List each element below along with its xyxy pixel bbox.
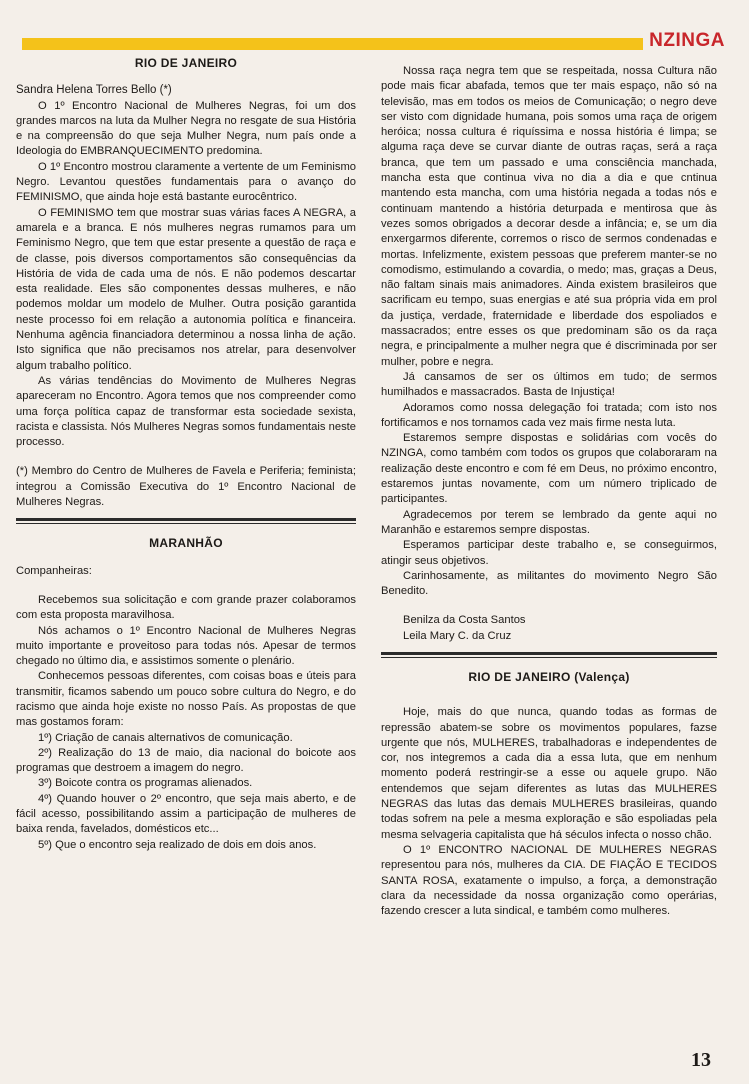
list-item: 3º) Boicote contra os programas alienados. [38,777,253,790]
salutation: Companheiras: [16,564,92,577]
section-title-maranhao: MARANHÃO [149,536,223,551]
paragraph: Estaremos sempre dispostas e solidárias com vocês do NZINGA, como também com todos os grupos que colaboraram na realização deste encontro e com fé em Deus, no próximo encontro, estaremos juntas novamente, com um número triplicado de participantes. [381,432,717,506]
paragraph: Carinhosamente, as militantes do movimento Negro São Benedito. [381,569,717,598]
paragraph: Conhecemos pessoas diferentes, com coisas boas e úteis para transmitir, ficamos sabendo um pouco sobre cultura do Negro, e do racismo que ainda hoje existe no nosso País. As propostas de que mas gostamos foram: [16,670,356,729]
paragraph: As várias tendências do Movimento de Mulheres Negras apareceram no Encontro. Agora temos que nos compreender como uma força política capaz de transformar esta sociedade sexista, racista e classista. Nós Mulheres Negras somos fundamentais neste processo. [16,374,356,449]
section-title-rio-de-janeiro: RIO DE JANEIRO [134,56,238,70]
list-item: 4º) Quando houver o 2º encontro, que seja mais aberto, e de fácil acesso, possibilitando assim a participação de mulheres de baixa renda, favelados, domésticos etc... [16,792,356,836]
paragraph: Agradecemos por terem se lembrado da gente aqui no Maranhão e estaremos sempre dispostas. [381,508,717,536]
paragraph: Recebemos sua solicitação e com grande prazer colaboramos com esta proposta maravilhosa. [16,593,356,622]
paragraph: O 1º ENCONTRO NACIONAL DE MULHERES NEGRAS representou para nós, mulheres da CIA. DE FIAÇÃO E TECIDOS SANTA ROSA, exatamente o impulso, a força, a demonstração clara da necessidade da nossa organização como operárias, fazendo crescer a luta sindical, e também como mulheres. [381,843,717,918]
header-yellow-bar [22,38,722,50]
paragraph: Nós achamos o 1º Encontro Nacional de Mulheres Negras muito importante e proveitoso para todas nós. Apesar de termos chegado no último dia, e assistimos somente o plenário. [16,624,356,668]
left-column [16,56,356,853]
paragraph: Adoramos como nossa delegação foi tratada; com isto nos fortificamos e nos tornamos cada vez mais firme nesta luta. [381,401,717,429]
section-divider [16,518,356,524]
paragraph: Já cansamos de ser os últimos em tudo; de sermos humilhados e massacrados. Basta de Injustiça! [381,370,717,399]
page-number: 13 [691,1049,711,1071]
paragraph: Esperamos participar deste trabalho e, se conseguirmos, atingir seus objetivos. [381,539,717,567]
section-divider [381,652,717,658]
paragraph: Hoje, mais do que nunca, quando todas as formas de repressão abatem-se sobre os movimentos populares, fazse urgente que nós, MULHERES, trabalhadoras e independentes de cor, nos integremos a cada dia a essa luta, que em nenhum momento poderá restringir-se a esse ou aquele grupo. Não entendemos que sejam diferentes as lutas das MULHERES NEGRAS das lutas das demais MULHERES brasileiras, quando todas sofrem na pele a mesma exploração e são espoliadas pela mesma selvageria capitalista que há séculos infecta o nosso chão. [381,706,717,841]
article-author: Sandra Helena Torres Bello (*) [16,84,172,97]
section-title-valenca: RIO DE JANEIRO (Valença) [468,669,630,684]
magazine-name: NZINGA [643,30,725,52]
list-item: 1º) Criação de canais alternativos de comunicação. [38,731,293,744]
paragraph: O 1º Encontro Nacional de Mulheres Negras, foi um dos grandes marcos na luta da Mulher Negra no resgate de sua História e na compreensão do que seja Mulher Negra, num país onde a Ideologia do EMBRANQUECIMENTO predomina. [16,99,356,158]
paragraph: Nossa raça negra tem que se respeitada, nossa Cultura não pode mais ficar abafada, temos que ter mais espaço, não só na televisão, mas em todos os meios de Comunicação; o negro deve ser visto com dignidade humana, pois somos uma raça de origem heróica; nossa cultura é riquíssima e nossa história é limpa; se alguma raça deve se curvar diante de outras raças, será a raça branca, que tem um passado e uma consciência manchada, mancha esta que continua viva no dia a dia e que cntinua mantendo esta mancha, com uma história negada a todas nós e continuam mantendo a história deturpada e mentirosa que às vezes somos obrigados a decorar desde a infância; e, se um dia enxergarmos diferente, corremos o risco de sermos condenadas e mortas. Infelizmente, existem pessoas que preferem manter-se no comodismo, estimulando a covardia, o medo; mas, graças a Deus, não faltam sinais mais animadores. Ainda existem brasileiros que sacrificam eu tempo, suas energias e até sua própria vida em prol da justiça, verdade, fraternidade e liberdade dos espoliados e massacrados; entre esses os que predominam são os da raça negra, e principalmente a mulher negra que é discriminada por ser mulher, pobre e negra. [381,65,717,368]
signature-name: Leila Mary C. da Cruz [403,629,512,642]
paragraph: O FEMINISMO tem que mostrar suas várias faces A NEGRA, a amarela e a branca. E nós mulheres negras rumamos para um Feminismo Negro, que tem que estar presente a questão de raça e de classe, pois diversos comportamentos são consequências da História de vida de cada uma de nós. E não podemos descartar esta realidade. Eles são componentes dessas mulheres, e não podemos moldar um modelo de Mulher. Outra posição garantida neste processo foi em relação a autonomia política e financeira. Nenhuma agência financiadora determinou a nossa linha de ação. Isto significa que não precisamos nos atrelar, para desenvolver algum trabalho político. [16,206,356,372]
signature-name: Benilza da Costa Santos [403,614,526,627]
paragraph: O 1º Encontro mostrou claramente a vertente de um Feminismo Negro. Levantou questões fundamentais para o avanço do FEMINISMO, que ainda hoje está bastante eurocêntrico. [16,160,356,204]
list-item: 2º) Realização do 13 de maio, dia nacional do boicote aos programas que destroem a imagem do negro. [16,746,356,775]
right-column [381,56,717,919]
list-item: 5º) Que o encontro seja realizado de dois em dois anos. [38,838,317,851]
footnote: (*) Membro do Centro de Mulheres de Favela e Periferia; feminista; integrou a Comissão Executiva do 1º Encontro Nacional de Mulheres Negras. [16,465,356,509]
